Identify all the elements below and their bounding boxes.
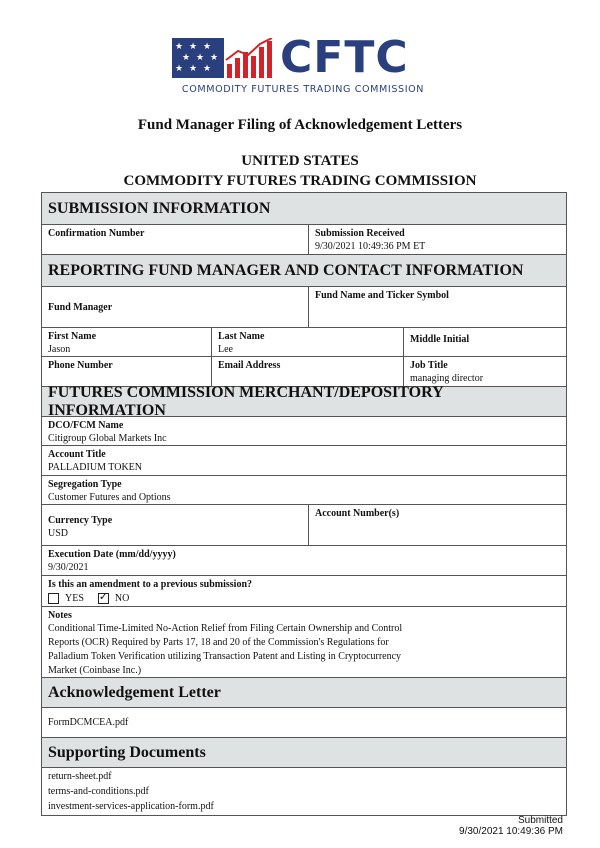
confirmation-cell (42, 225, 308, 254)
svg-text:★: ★ (196, 53, 205, 63)
account-numbers-label: Account Number(s) (315, 508, 400, 519)
amendment-row (42, 576, 566, 607)
stars-icon (172, 38, 224, 78)
document-title: Fund Manager Filing of Acknowledgement Letters (137, 117, 463, 133)
yes-checkbox[interactable] (48, 593, 59, 604)
fund-row (42, 287, 566, 328)
notes-label: Notes (48, 610, 72, 621)
svg-text:★: ★ (175, 42, 184, 52)
fund-manager-label: Fund Manager (48, 301, 113, 313)
submission-footer (459, 815, 563, 837)
execution-value: 9/30/2021 (48, 562, 89, 573)
account-title-row (42, 446, 566, 476)
supporting-file-link[interactable]: terms-and-conditions.pdf (48, 786, 149, 797)
segregation-cell (42, 476, 566, 504)
notes-cell (42, 607, 566, 677)
submission-row (42, 225, 566, 255)
yes-label: YES (65, 593, 84, 604)
fund-name-label: Fund Name and Ticker Symbol (315, 290, 449, 301)
dco-row (42, 417, 566, 446)
supporting-file-link[interactable]: return-sheet.pdf (48, 771, 112, 782)
job-title-label: Job Title (410, 360, 448, 371)
phone-label: Phone Number (48, 360, 113, 371)
amendment-question: Is this an amendment to a previous submission? (48, 579, 253, 590)
amendment-options (48, 593, 560, 604)
acknowledgement-file-link[interactable]: FormDCMCEA.pdf (48, 717, 129, 728)
received-label: Submission Received (315, 228, 405, 239)
last-name-label: Last Name (218, 331, 265, 342)
middle-initial-label: Middle Initial (410, 334, 470, 345)
dco-label: DCO/FCM Name (48, 420, 124, 431)
execution-label: Execution Date (mm/dd/yyyy) (48, 549, 176, 560)
cftc-logo (172, 32, 434, 100)
supporting-files (42, 768, 566, 815)
svg-text:★: ★ (182, 53, 191, 63)
logo-subtitle: COMMODITY FUTURES TRADING COMMISSION (181, 84, 425, 95)
job-title-value: managing director (410, 373, 484, 384)
no-checkbox[interactable] (98, 593, 109, 604)
fund-manager-cell (42, 287, 308, 327)
segregation-label: Segregation Type (48, 479, 122, 490)
email-cell (211, 357, 403, 386)
agency-name: COMMODITY FUTURES TRADING COMMISSION (123, 173, 477, 189)
email-label: Email Address (218, 360, 281, 371)
logo-wordmark: CFTC (280, 32, 409, 83)
account-title-value: PALLADIUM TOKEN (48, 462, 142, 473)
currency-row (42, 505, 566, 546)
svg-text:★: ★ (189, 42, 198, 52)
phone-cell (42, 357, 211, 386)
account-numbers-cell (308, 505, 566, 545)
svg-text:★: ★ (175, 64, 184, 74)
svg-text:★: ★ (210, 53, 219, 63)
execution-cell (42, 546, 566, 575)
svg-text:★: ★ (203, 42, 212, 52)
svg-text:★: ★ (189, 64, 198, 74)
account-title-cell (42, 446, 566, 475)
filing-form (41, 192, 567, 816)
fcm-section-heading: FUTURES COMMISSION MERCHANT/DEPOSITORY INFORMATION (42, 387, 566, 417)
no-label: NO (114, 593, 130, 604)
dco-cell (42, 417, 566, 445)
job-title-cell (403, 357, 566, 386)
acknowledgement-files (42, 708, 566, 738)
confirmation-label: Confirmation Number (48, 228, 145, 239)
last-name-cell (211, 328, 403, 356)
name-row (42, 328, 566, 357)
fund-name-cell (308, 287, 566, 327)
currency-label: Currency Type (48, 515, 113, 526)
submitted-label: Submitted (517, 815, 563, 826)
last-name-value: Lee (218, 344, 233, 355)
received-value: 9/30/2021 10:49:36 PM ET (315, 241, 426, 252)
execution-row (42, 546, 566, 576)
first-name-cell (42, 328, 211, 356)
currency-value: USD (48, 528, 69, 539)
first-name-value: Jason (48, 344, 71, 355)
submission-section-heading: SUBMISSION INFORMATION (42, 193, 566, 225)
agency-country: UNITED STATES (241, 153, 359, 169)
supporting-section-heading: Supporting Documents (42, 738, 566, 768)
svg-text:★: ★ (203, 64, 212, 74)
bar-chart-icon (224, 38, 276, 78)
segregation-value: Customer Futures and Options (48, 492, 171, 503)
currency-cell (42, 505, 308, 545)
notes-value: Conditional Time-Limited No-Action Relief from Filing Certain Ownership and Control Reports (OCR) Required by Parts 17, 18 and 20 of the Commission's Regulations for Palladium Token Verification utilizing Transaction Patent and Listing in Cryptocurrency Market (Coinbase Inc.) (48, 623, 403, 676)
submitted-timestamp: 9/30/2021 10:49:36 PM (459, 826, 563, 837)
amendment-cell (42, 576, 566, 606)
contact-section-heading: REPORTING FUND MANAGER AND CONTACT INFORMATION (42, 255, 566, 287)
acknowledgement-section-heading: Acknowledgement Letter (42, 678, 566, 708)
notes-row (42, 607, 566, 678)
account-title-label: Account Title (48, 449, 106, 460)
first-name-label: First Name (48, 331, 97, 342)
dco-value: Citigroup Global Markets Inc (48, 433, 167, 444)
middle-initial-cell (403, 328, 566, 356)
segregation-row (42, 476, 566, 505)
received-cell (308, 225, 566, 254)
supporting-file-link[interactable]: investment-services-application-form.pdf (48, 801, 214, 812)
phone-row (42, 357, 566, 387)
